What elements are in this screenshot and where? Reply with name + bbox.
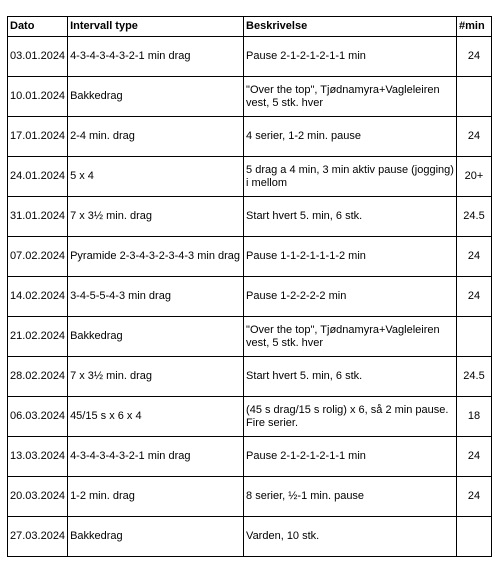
cell-description[interactable]: "Over the top", Tjødnamyra+Vagleleiren vest, 5 stk. hver bbox=[244, 77, 457, 117]
cell-date[interactable]: 27.03.2024 bbox=[8, 517, 68, 557]
table-row bbox=[8, 77, 492, 117]
cell-description[interactable]: 4 serier, 1-2 min. pause bbox=[244, 117, 457, 157]
table-row bbox=[8, 37, 492, 77]
table-row bbox=[8, 117, 492, 157]
cell-minutes[interactable] bbox=[457, 77, 492, 117]
table-row bbox=[8, 317, 492, 357]
interval-schedule-table bbox=[7, 16, 492, 557]
cell-minutes[interactable] bbox=[457, 317, 492, 357]
cell-type[interactable]: Bakkedrag bbox=[68, 517, 244, 557]
table-row bbox=[8, 277, 492, 317]
cell-date[interactable]: 14.02.2024 bbox=[8, 277, 68, 317]
cell-type[interactable]: Bakkedrag bbox=[68, 77, 244, 117]
cell-minutes[interactable]: 18 bbox=[457, 397, 492, 437]
cell-date[interactable]: 03.01.2024 bbox=[8, 37, 68, 77]
header-type[interactable]: Intervall type bbox=[68, 17, 244, 37]
cell-type[interactable]: 5 x 4 bbox=[68, 157, 244, 197]
header-row bbox=[8, 17, 492, 37]
header-description[interactable]: Beskrivelse bbox=[244, 17, 457, 37]
header-date[interactable]: Dato bbox=[8, 17, 68, 37]
cell-minutes[interactable] bbox=[457, 517, 492, 557]
cell-date[interactable]: 13.03.2024 bbox=[8, 437, 68, 477]
cell-type[interactable]: 1-2 min. drag bbox=[68, 477, 244, 517]
cell-minutes[interactable]: 24 bbox=[457, 117, 492, 157]
cell-type[interactable]: 7 x 3½ min. drag bbox=[68, 357, 244, 397]
cell-type[interactable]: 3-4-5-5-4-3 min drag bbox=[68, 277, 244, 317]
cell-date[interactable]: 28.02.2024 bbox=[8, 357, 68, 397]
cell-minutes[interactable]: 24 bbox=[457, 37, 492, 77]
cell-description[interactable]: Start hvert 5. min, 6 stk. bbox=[244, 357, 457, 397]
cell-minutes[interactable]: 24 bbox=[457, 237, 492, 277]
cell-description[interactable]: Pause 1-1-2-1-1-1-2 min bbox=[244, 237, 457, 277]
cell-description[interactable]: Pause 1-2-2-2-2 min bbox=[244, 277, 457, 317]
table-row bbox=[8, 517, 492, 557]
cell-date[interactable]: 10.01.2024 bbox=[8, 77, 68, 117]
cell-description[interactable]: Pause 2-1-2-1-2-1-1 min bbox=[244, 437, 457, 477]
table-body bbox=[8, 37, 492, 557]
table-row bbox=[8, 477, 492, 517]
cell-minutes[interactable]: 24.5 bbox=[457, 197, 492, 237]
table-row bbox=[8, 157, 492, 197]
cell-type[interactable]: Pyramide 2-3-4-3-2-3-4-3 min drag bbox=[68, 237, 244, 277]
cell-description[interactable]: 8 serier, ½-1 min. pause bbox=[244, 477, 457, 517]
cell-type[interactable]: 7 x 3½ min. drag bbox=[68, 197, 244, 237]
cell-type[interactable]: 4-3-4-3-4-3-2-1 min drag bbox=[68, 37, 244, 77]
cell-description[interactable]: Start hvert 5. min, 6 stk. bbox=[244, 197, 457, 237]
cell-type[interactable]: 4-3-4-3-4-3-2-1 min drag bbox=[68, 437, 244, 477]
cell-type[interactable]: 45/15 s x 6 x 4 bbox=[68, 397, 244, 437]
cell-date[interactable]: 31.01.2024 bbox=[8, 197, 68, 237]
cell-description[interactable]: "Over the top", Tjødnamyra+Vagleleiren vest, 5 stk. hver bbox=[244, 317, 457, 357]
cell-description[interactable]: (45 s drag/15 s rolig) x 6, så 2 min pause. Fire serier. bbox=[244, 397, 457, 437]
cell-date[interactable]: 17.01.2024 bbox=[8, 117, 68, 157]
cell-minutes[interactable]: 24 bbox=[457, 277, 492, 317]
cell-description[interactable]: Varden, 10 stk. bbox=[244, 517, 457, 557]
cell-description[interactable]: 5 drag a 4 min, 3 min aktiv pause (jogging) i mellom bbox=[244, 157, 457, 197]
cell-type[interactable]: 2-4 min. drag bbox=[68, 117, 244, 157]
cell-description[interactable]: Pause 2-1-2-1-2-1-1 min bbox=[244, 37, 457, 77]
cell-date[interactable]: 21.02.2024 bbox=[8, 317, 68, 357]
table-row bbox=[8, 357, 492, 397]
cell-minutes[interactable]: 24 bbox=[457, 477, 492, 517]
cell-date[interactable]: 24.01.2024 bbox=[8, 157, 68, 197]
table-row bbox=[8, 237, 492, 277]
cell-date[interactable]: 06.03.2024 bbox=[8, 397, 68, 437]
cell-minutes[interactable]: 20+ bbox=[457, 157, 492, 197]
cell-date[interactable]: 07.02.2024 bbox=[8, 237, 68, 277]
table-row bbox=[8, 197, 492, 237]
header-minutes[interactable]: #min bbox=[457, 17, 492, 37]
table-row bbox=[8, 397, 492, 437]
cell-type[interactable]: Bakkedrag bbox=[68, 317, 244, 357]
cell-minutes[interactable]: 24.5 bbox=[457, 357, 492, 397]
cell-minutes[interactable]: 24 bbox=[457, 437, 492, 477]
table-row bbox=[8, 437, 492, 477]
cell-date[interactable]: 20.03.2024 bbox=[8, 477, 68, 517]
